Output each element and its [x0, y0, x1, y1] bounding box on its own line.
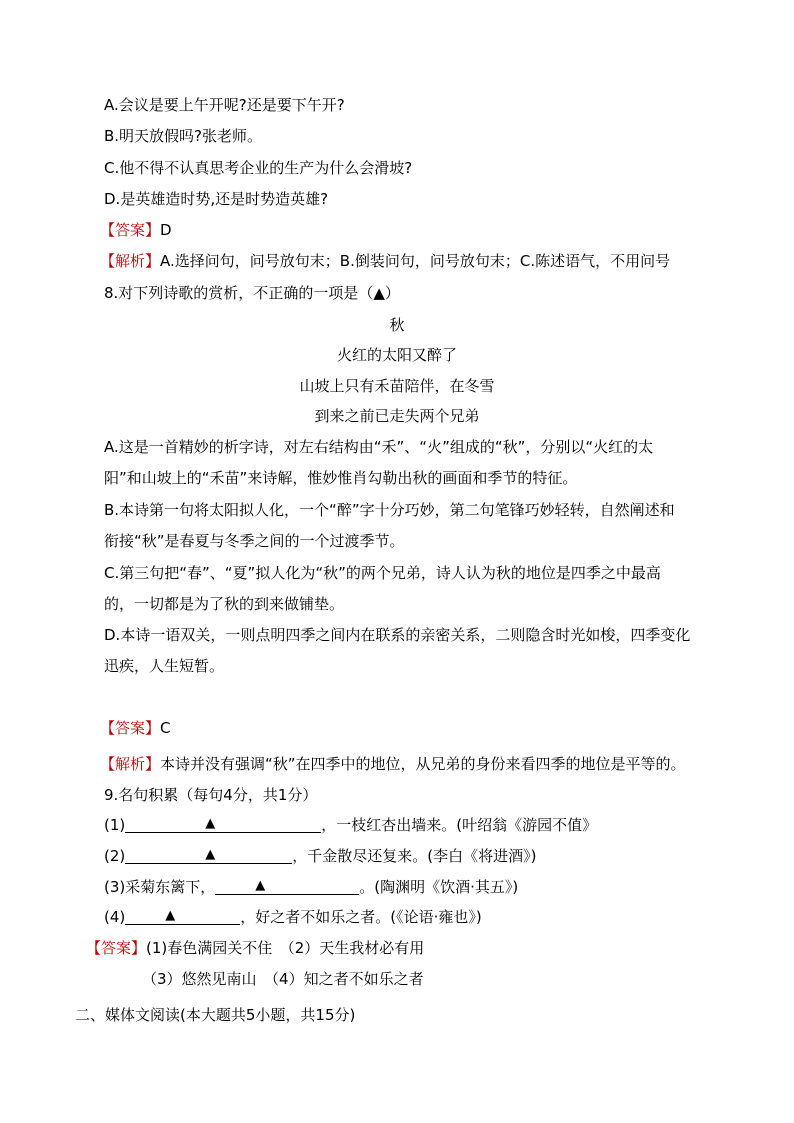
analysis-text: 本诗并没有强调“秋”在四季中的地位，从兄弟的身份来看四季的地位是平等的。 — [160, 755, 686, 773]
fill-blank[interactable] — [125, 847, 292, 864]
item-text: 。(陶渊明《饮酒·其五》) — [359, 878, 519, 896]
q8-option-line: 阳”和山坡上的“禾苗”来诗解，惟妙惟肖勾勒出秋的画面和季节的特征。 — [104, 469, 578, 487]
q8-option-line: 的，一切都是为了秋的到来做铺垫。 — [104, 595, 345, 613]
item-text: ，好之者不如乐之者。(《论语·雍也》) — [240, 908, 482, 926]
analysis-text: A.选择问句，问号放句末；B.倒装问句，问号放句末；C.陈述语气，不用问号 — [160, 252, 671, 270]
triangle-icon: ▲ — [165, 908, 176, 923]
answer-line: (1)春色满园关不住 （2）天生我材必有用 — [146, 939, 425, 957]
item-number: (4) — [104, 908, 126, 926]
fill-blank[interactable] — [125, 816, 321, 833]
q9-stem: 9.名句积累（每句4分，共1分） — [104, 786, 318, 804]
q7-option-d: D.是英雄造时势,还是时势造英雄? — [104, 190, 329, 208]
q8-option-line: D.本诗一语双关，一则点明四季之间内在联系的亲密关系，二则隐含时光如梭，四季变化 — [104, 626, 691, 644]
answer-tag: 【答案】 — [86, 939, 147, 957]
q8-option-line: B.本诗第一句将太阳拟人化，一个“醉”字十分巧妙，第二句笔锋巧妙轻转，自然阐述和 — [104, 501, 675, 519]
item-text: ，千金散尽还复来。(李白《将进酒》) — [292, 847, 537, 865]
fill-blank[interactable] — [125, 908, 240, 925]
q9-answer-line-2: （3）悠然见南山 （4）知之者不如乐之者 — [142, 970, 424, 988]
q7-answer — [100, 220, 172, 240]
section-heading: 二、媒体文阅读(本大题共5小题，共15分) — [75, 1006, 356, 1024]
poem-line: 到来之前已走失两个兄弟 — [314, 407, 480, 425]
q7-option-b: B.明天放假吗?张老师。 — [104, 127, 263, 145]
q8-answer — [100, 718, 171, 738]
triangle-icon: ▲ — [205, 847, 216, 862]
item-number: (1) — [104, 816, 126, 834]
q8-option-line: A.这是一首精妙的析字诗，对左右结构由“禾”、“火”组成的“秋”，分别以“火红的太 — [104, 438, 654, 456]
fill-blank[interactable] — [215, 878, 359, 895]
q7-analysis — [100, 251, 670, 271]
q8-analysis — [100, 754, 686, 774]
q7-option-a: A.会议是要上午开呢?还是要下午开? — [104, 96, 345, 114]
q9-item-2 — [104, 846, 536, 866]
poem-title: 秋 — [389, 316, 405, 334]
answer-tag: 【答案】 — [100, 719, 161, 737]
q9-item-1 — [104, 815, 597, 835]
answer-tag: 【答案】 — [100, 221, 161, 239]
triangle-icon: ▲ — [205, 816, 216, 831]
analysis-tag: 【解析】 — [100, 755, 161, 773]
answer-value: D — [160, 221, 172, 239]
q9-item-3 — [104, 877, 518, 897]
q7-option-c: C.他不得不认真思考企业的生产为什么会滑坡? — [104, 159, 413, 177]
q8-option-line: 衔接“秋”是春夏与冬季之间的一个过渡季节。 — [104, 532, 405, 550]
answer-value: C — [160, 719, 171, 737]
q9-item-4 — [104, 907, 482, 927]
item-number: (2) — [104, 847, 126, 865]
triangle-icon: ▲ — [255, 878, 266, 893]
item-number: (3)采菊东篱下， — [104, 878, 216, 896]
poem-line: 山坡上只有禾苗陪伴，在冬雪 — [299, 377, 495, 395]
q8-option-line: C.第三句把“春”、“夏”拟人化为“秋”的两个兄弟，诗人认为秋的地位是四季之中最高 — [104, 564, 661, 582]
q9-answer — [86, 938, 424, 958]
analysis-tag: 【解析】 — [100, 252, 161, 270]
poem-line: 火红的太阳又醉了 — [336, 346, 457, 364]
item-text: ，一枝红杏出墙来。(叶绍翁《游园不值》 — [321, 816, 598, 834]
q8-option-line: 迅疾，人生短暂。 — [104, 657, 225, 675]
q8-stem: 8.对下列诗歌的赏析，不正确的一项是（▲） — [104, 284, 400, 302]
